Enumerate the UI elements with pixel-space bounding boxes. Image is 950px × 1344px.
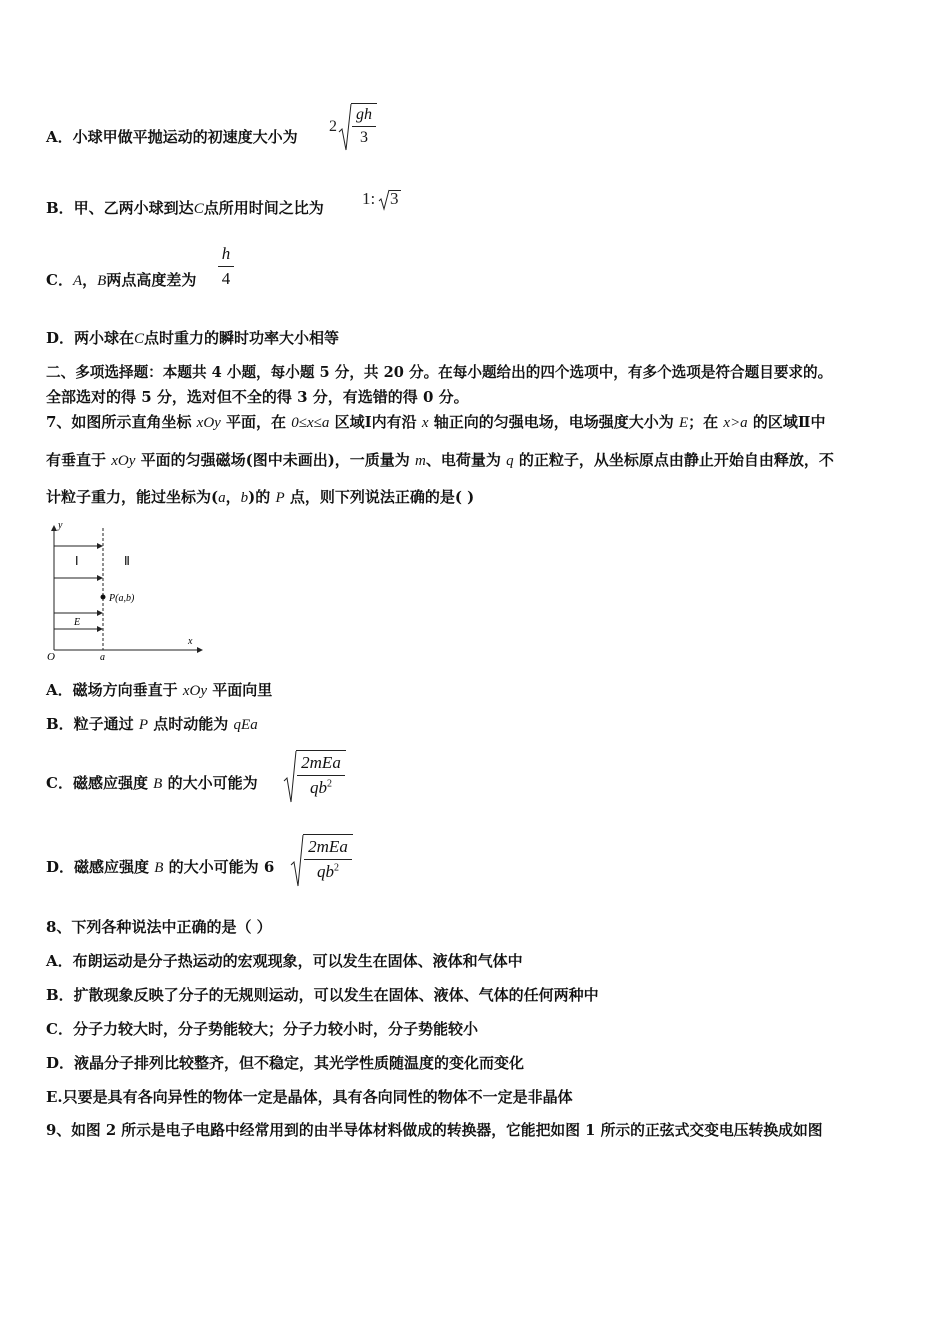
q7-stem-line2	[46, 450, 834, 471]
q7-c-denominator: qb	[310, 778, 327, 797]
q7-l1g: 轴正向的匀强电场，电场强度大小为	[428, 413, 679, 431]
q6-option-d-text: D．两小球在	[46, 329, 135, 347]
q8-stem: 8、下列各种说法中正确的是（ ）	[46, 918, 272, 936]
q6-option-b	[46, 198, 324, 219]
region-1-label: Ⅰ	[75, 554, 79, 568]
q6-b-sqrt-value: 3	[390, 189, 399, 208]
q6-b-var-c: C	[193, 201, 204, 217]
q7-l1h: E	[679, 415, 689, 431]
q7-l1k: 的区域Ⅱ中	[747, 413, 826, 431]
q7-l1j: x>a	[723, 415, 748, 431]
q7-c-fraction	[297, 753, 345, 798]
q7-c-exponent: 2	[327, 778, 332, 790]
q7-l3a: 计粒子重力，能过坐标为(	[46, 488, 219, 506]
q7-b-text2: 点时动能为	[148, 715, 234, 733]
q7-d-numerator: 2mEa	[308, 837, 348, 856]
q7-l1a: 7、如图所示直角坐标	[46, 413, 197, 431]
q6-b-radical-icon	[378, 189, 390, 211]
q7-option-d	[46, 857, 274, 878]
q7-l1d: 0≤x≤a	[291, 415, 330, 431]
q7-l1f: x	[421, 415, 429, 431]
q7-l1c: 平面，在	[220, 413, 292, 431]
q6-c-fraction	[218, 244, 234, 289]
q7-b-var: P	[138, 717, 149, 733]
q7-b-text: B．粒子通过	[46, 715, 139, 733]
q6-c-numerator: h	[221, 244, 231, 263]
q7-d-denominator: qb	[317, 862, 334, 881]
q7-l2d: m	[415, 453, 426, 469]
q7-option-b	[46, 714, 258, 735]
q7-option-c	[46, 773, 258, 794]
q7-a-text2: 平面向里	[207, 681, 273, 699]
q7-d-text2: 的大小可能为 6	[163, 858, 275, 876]
q7-l2e: 、电荷量为	[425, 451, 507, 469]
q7-d-var: B	[154, 860, 164, 876]
q7-l3g: 点，则下列说法正确的是( )	[284, 488, 475, 506]
q6-option-c-text: C．	[46, 271, 73, 289]
q8-option-e: E.只要是具有各向异性的物体一定是晶体，具有各向同性的物体不一定是非晶体	[46, 1088, 573, 1106]
q6-a-radical-icon	[338, 102, 352, 154]
q9-stem: 9、如图 2 所示是电子电路中经常用到的由半导体材料做成的转换器，它能把如图 1 所示的正弦式交变电压转换成如图	[46, 1122, 823, 1139]
q7-l1e: 区域Ⅰ内有沿	[329, 413, 422, 431]
q7-a-var: xOy	[182, 683, 208, 699]
q8-option-d: D．液晶分子排列比较整齐，但不稳定，其光学性质随温度的变化而变化	[46, 1054, 525, 1072]
point-p-label: P(a,b)	[109, 593, 135, 604]
q7-c-var: B	[153, 776, 163, 792]
q7-l3e: )的	[248, 488, 276, 506]
q7-l1i: ；在	[688, 413, 724, 431]
point-p-dot	[101, 595, 106, 600]
q7-l2g: 的正粒子，从坐标原点由静止开始自由释放，不	[513, 451, 834, 469]
q6-c-var-b: B	[97, 273, 107, 289]
a-label: a	[100, 652, 105, 663]
q7-l3c: ，	[225, 488, 241, 506]
q7-c-radical-icon	[283, 749, 297, 805]
q6-option-d-text2: 点时重力的瞬时功率大小相等	[144, 329, 340, 347]
q7-l3f: P	[275, 490, 285, 506]
q7-d-fraction	[304, 837, 352, 882]
q7-l3b: a	[218, 490, 226, 506]
q8-option-b: B．扩散现象反映了分子的无规则运动，可以发生在固体、液体、气体的任何两种中	[46, 986, 599, 1004]
q6-a-numerator: gh	[356, 106, 372, 123]
q7-d-radical-bar	[303, 834, 353, 835]
e-field-label: E	[74, 617, 81, 628]
q7-d-exponent: 2	[334, 862, 339, 874]
q7-field-diagram	[44, 518, 214, 663]
q6-c-denominator: 4	[221, 269, 231, 288]
section2-line1: 二、多项选择题：本题共 4 小题，每小题 5 分，共 20 分。在每小题给出的四个选项中，有多个选项是符合题目要求的。	[46, 364, 833, 381]
q6-option-c	[46, 270, 196, 291]
q6-option-b-text2: 点所用时间之比为	[203, 199, 324, 217]
q7-l2b: xOy	[111, 453, 136, 469]
q6-option-a	[46, 127, 298, 147]
q7-d-text: D．磁感应强度	[46, 858, 155, 876]
q7-stem-line1	[46, 412, 826, 433]
q6-option-b-text: B．甲、乙两小球到达	[46, 199, 194, 217]
q7-c-radical-bar	[296, 750, 346, 751]
q6-a-coefficient: 2	[329, 118, 337, 135]
q6-c-sep: ，	[82, 271, 98, 289]
origin-label: O	[47, 651, 55, 663]
q6-a-fraction	[352, 106, 376, 147]
region-2-label: Ⅱ	[124, 554, 130, 568]
q6-a-radical-bar	[351, 103, 377, 104]
q7-a-text: A．磁场方向垂直于	[46, 681, 183, 699]
q7-stem-line3	[46, 487, 474, 508]
section2-line2: 全部选对的得 5 分，选对但不全的得 3 分，有选错的得 0 分。	[46, 388, 469, 406]
q7-l2f: q	[506, 453, 514, 469]
q6-a-denominator: 3	[360, 129, 368, 146]
q7-l3d: b	[240, 490, 249, 506]
q7-b-value: qEa	[233, 717, 258, 733]
q7-c-numerator: 2mEa	[301, 753, 341, 772]
q6-b-ratio: 1:	[362, 189, 376, 208]
q6-d-var-c: C	[134, 331, 145, 347]
q7-c-text: C．磁感应强度	[46, 774, 154, 792]
q6-option-c-text2: 两点高度差为	[106, 271, 197, 289]
y-axis-label: y	[58, 520, 63, 531]
q7-d-radical-icon	[290, 833, 304, 889]
q7-l2c: 平面的匀强磁场(图中未画出)，一质量为	[135, 451, 416, 469]
q8-option-c: C．分子力较大时，分子势能较大；分子力较小时，分子势能较小	[46, 1020, 478, 1038]
q7-option-a	[46, 680, 272, 701]
q7-l2a: 有垂直于	[46, 451, 112, 469]
q6-c-var-a: A	[72, 273, 83, 289]
q6-option-d	[46, 328, 339, 349]
q7-l1b: xOy	[196, 415, 221, 431]
x-axis-label: x	[188, 636, 193, 647]
q7-c-text2: 的大小可能为	[162, 774, 258, 792]
q8-option-a: A．布朗运动是分子热运动的宏观现象，可以发生在固体、液体和气体中	[46, 952, 523, 970]
q6-option-a-text: A．小球甲做平抛运动的初速度大小为	[46, 128, 298, 146]
